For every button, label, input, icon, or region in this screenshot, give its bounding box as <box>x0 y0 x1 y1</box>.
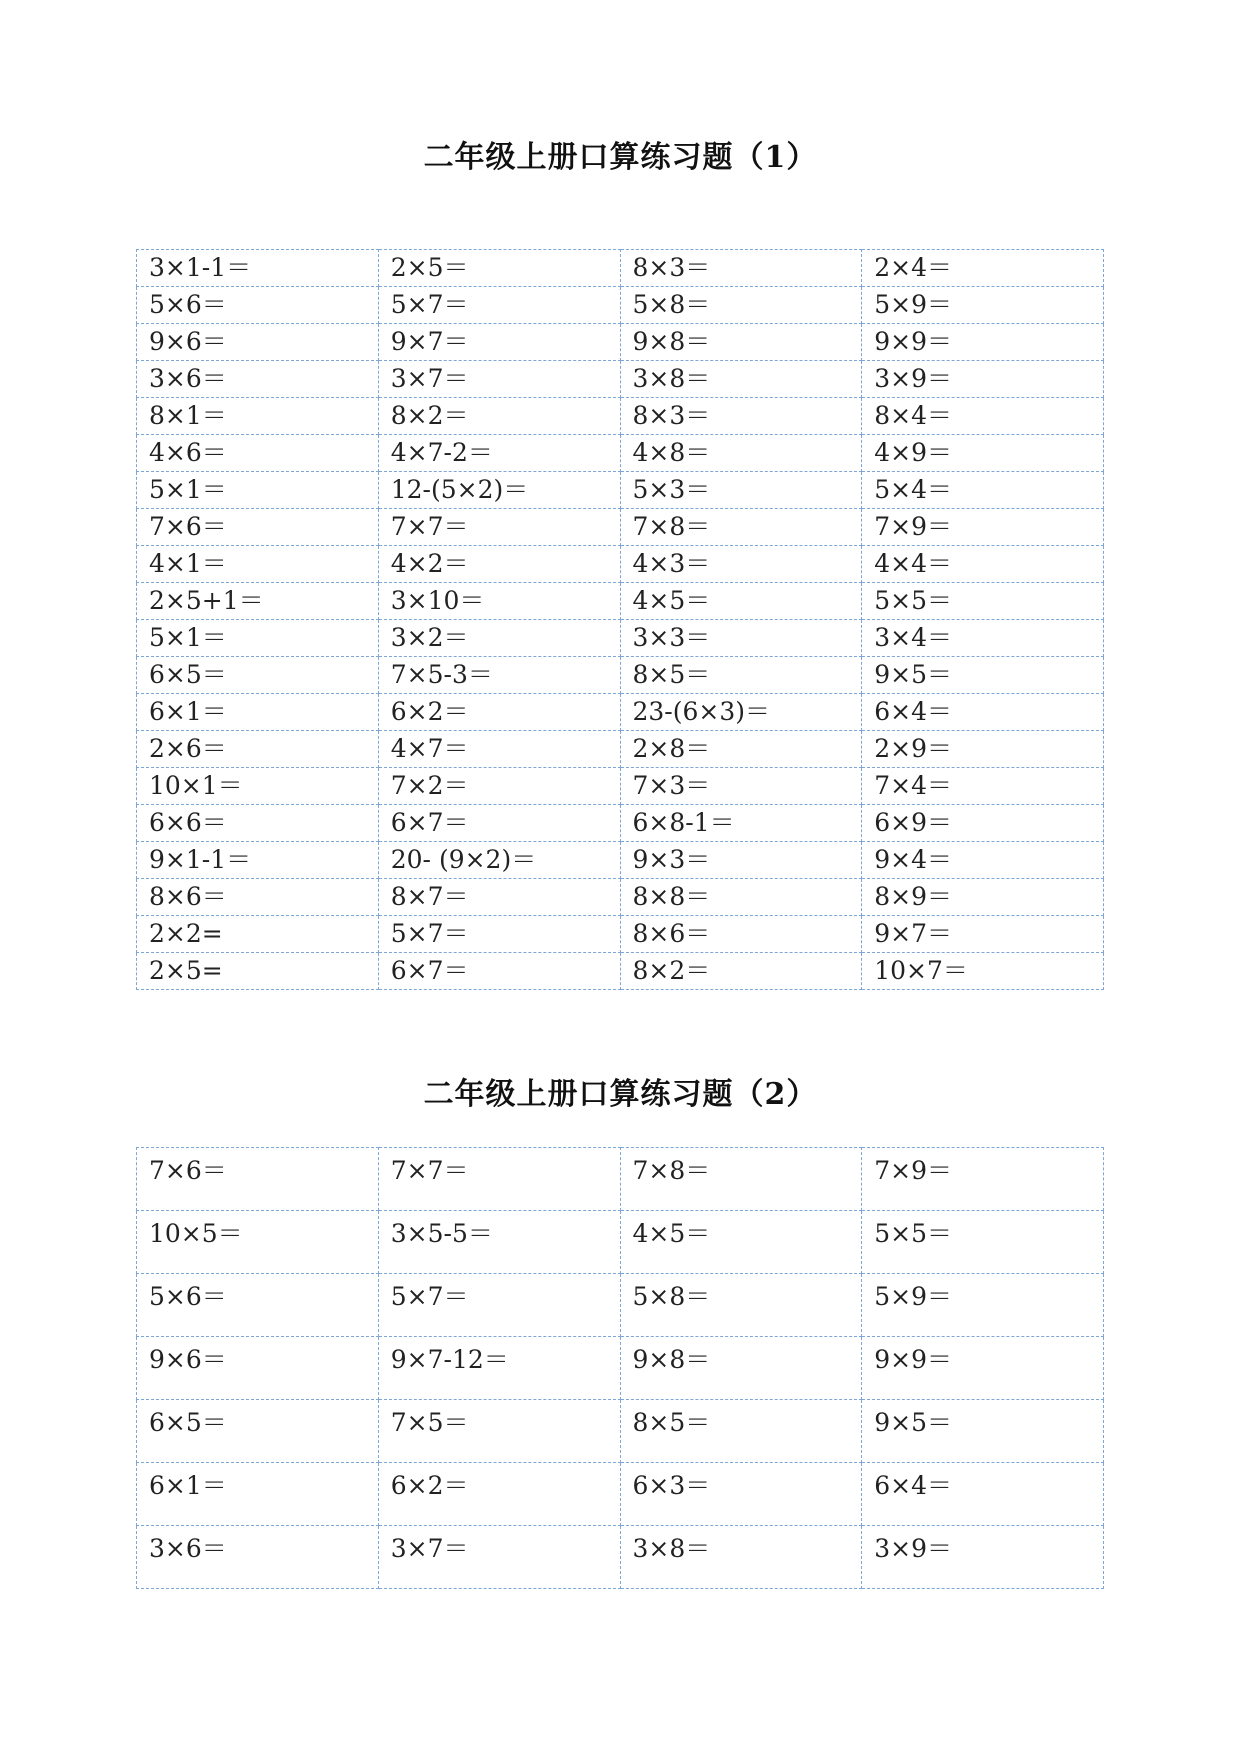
problem-cell: 2×2= <box>137 916 379 953</box>
problem-cell: 3×6＝ <box>137 1526 379 1589</box>
problem-cell: 5×7＝ <box>378 916 620 953</box>
problem-cell: 20- (9×2)＝ <box>378 842 620 879</box>
worksheet-2-table <box>136 1147 1104 1589</box>
problem-cell: 5×6＝ <box>137 1274 379 1337</box>
table-row <box>137 398 1104 435</box>
problem-cell: 7×2＝ <box>378 768 620 805</box>
table-row <box>137 657 1104 694</box>
problem-cell: 8×6＝ <box>137 879 379 916</box>
problem-cell: 6×2＝ <box>378 694 620 731</box>
problem-cell: 2×4＝ <box>862 250 1104 287</box>
problem-cell: 4×8＝ <box>620 435 862 472</box>
problem-cell: 6×3＝ <box>620 1463 862 1526</box>
problem-cell: 9×6＝ <box>137 1337 379 1400</box>
problem-cell: 2×9＝ <box>862 731 1104 768</box>
problem-cell: 5×1＝ <box>137 620 379 657</box>
problem-cell: 7×7＝ <box>378 1148 620 1211</box>
problem-cell: 3×10＝ <box>378 583 620 620</box>
problem-cell: 10×7＝ <box>862 953 1104 990</box>
problem-cell: 9×1-1＝ <box>137 842 379 879</box>
table-row <box>137 1400 1104 1463</box>
problem-cell: 8×2＝ <box>378 398 620 435</box>
table-row <box>137 879 1104 916</box>
worksheet-1-title: 二年级上册口算练习题（1） <box>423 140 818 175</box>
table-row <box>137 1148 1104 1211</box>
problem-cell: 3×8＝ <box>620 1526 862 1589</box>
problem-cell: 8×3＝ <box>620 250 862 287</box>
problem-cell: 8×6＝ <box>620 916 862 953</box>
problem-cell: 5×6＝ <box>137 287 379 324</box>
problem-cell: 3×9＝ <box>862 361 1104 398</box>
table-row <box>137 1463 1104 1526</box>
table-row <box>137 842 1104 879</box>
table-row <box>137 768 1104 805</box>
problem-cell: 9×9＝ <box>862 324 1104 361</box>
problem-cell: 7×9＝ <box>862 509 1104 546</box>
table-row <box>137 1211 1104 1274</box>
problem-cell: 3×1-1＝ <box>137 250 379 287</box>
problem-cell: 5×1＝ <box>137 472 379 509</box>
problem-cell: 6×7＝ <box>378 953 620 990</box>
problem-cell: 6×5＝ <box>137 657 379 694</box>
problem-cell: 9×5＝ <box>862 1400 1104 1463</box>
problem-cell: 5×4＝ <box>862 472 1104 509</box>
table-row <box>137 361 1104 398</box>
problem-cell: 6×1＝ <box>137 694 379 731</box>
problem-cell: 4×5＝ <box>620 583 862 620</box>
problem-cell: 6×7＝ <box>378 805 620 842</box>
table-row <box>137 694 1104 731</box>
problem-cell: 2×6＝ <box>137 731 379 768</box>
problem-cell: 8×4＝ <box>862 398 1104 435</box>
problem-cell: 7×9＝ <box>862 1148 1104 1211</box>
problem-cell: 5×7＝ <box>378 1274 620 1337</box>
problem-cell: 4×5＝ <box>620 1211 862 1274</box>
problem-cell: 5×9＝ <box>862 287 1104 324</box>
problem-cell: 3×9＝ <box>862 1526 1104 1589</box>
problem-cell: 7×4＝ <box>862 768 1104 805</box>
problem-cell: 5×9＝ <box>862 1274 1104 1337</box>
problem-cell: 7×3＝ <box>620 768 862 805</box>
problem-cell: 7×5＝ <box>378 1400 620 1463</box>
problem-cell: 4×1＝ <box>137 546 379 583</box>
problem-cell: 7×6＝ <box>137 1148 379 1211</box>
problem-cell: 8×5＝ <box>620 657 862 694</box>
problem-cell: 5×8＝ <box>620 1274 862 1337</box>
problem-cell: 3×7＝ <box>378 361 620 398</box>
table-row <box>137 916 1104 953</box>
worksheet-2-title: 二年级上册口算练习题（2） <box>423 1077 818 1112</box>
problem-cell: 3×5-5＝ <box>378 1211 620 1274</box>
problem-cell: 7×7＝ <box>378 509 620 546</box>
problem-cell: 8×8＝ <box>620 879 862 916</box>
problem-cell: 2×5＝ <box>378 250 620 287</box>
problem-cell: 6×1＝ <box>137 1463 379 1526</box>
table-row <box>137 805 1104 842</box>
problem-cell: 4×3＝ <box>620 546 862 583</box>
problem-cell: 9×7＝ <box>378 324 620 361</box>
problem-cell: 3×3＝ <box>620 620 862 657</box>
table-row <box>137 509 1104 546</box>
problem-cell: 7×5-3＝ <box>378 657 620 694</box>
table-row <box>137 953 1104 990</box>
problem-cell: 4×7-2＝ <box>378 435 620 472</box>
problem-cell: 9×4＝ <box>862 842 1104 879</box>
problem-cell: 6×9＝ <box>862 805 1104 842</box>
problem-cell: 6×4＝ <box>862 1463 1104 1526</box>
problem-cell: 12-(5×2)＝ <box>378 472 620 509</box>
problem-cell: 8×3＝ <box>620 398 862 435</box>
problem-cell: 2×5= <box>137 953 379 990</box>
problem-cell: 10×5＝ <box>137 1211 379 1274</box>
problem-cell: 3×8＝ <box>620 361 862 398</box>
problem-cell: 4×4＝ <box>862 546 1104 583</box>
problem-cell: 23-(6×3)＝ <box>620 694 862 731</box>
table-row <box>137 250 1104 287</box>
problem-cell: 9×3＝ <box>620 842 862 879</box>
table-row <box>137 1274 1104 1337</box>
problem-cell: 5×5＝ <box>862 1211 1104 1274</box>
problem-cell: 4×7＝ <box>378 731 620 768</box>
table-row <box>137 546 1104 583</box>
problem-cell: 6×8-1＝ <box>620 805 862 842</box>
problem-cell: 4×6＝ <box>137 435 379 472</box>
problem-cell: 9×8＝ <box>620 324 862 361</box>
problem-cell: 4×9＝ <box>862 435 1104 472</box>
problem-cell: 10×1＝ <box>137 768 379 805</box>
problem-cell: 7×8＝ <box>620 509 862 546</box>
problem-cell: 7×8＝ <box>620 1148 862 1211</box>
problem-cell: 9×7-12＝ <box>378 1337 620 1400</box>
problem-cell: 3×4＝ <box>862 620 1104 657</box>
table-row <box>137 1526 1104 1589</box>
problem-cell: 5×7＝ <box>378 287 620 324</box>
problem-cell: 6×4＝ <box>862 694 1104 731</box>
problem-cell: 8×9＝ <box>862 879 1104 916</box>
problem-cell: 7×6＝ <box>137 509 379 546</box>
table-row <box>137 435 1104 472</box>
problem-cell: 8×2＝ <box>620 953 862 990</box>
problem-cell: 8×1＝ <box>137 398 379 435</box>
problem-cell: 2×5+1＝ <box>137 583 379 620</box>
problem-cell: 5×3＝ <box>620 472 862 509</box>
problem-cell: 4×2＝ <box>378 546 620 583</box>
problem-cell: 8×5＝ <box>620 1400 862 1463</box>
problem-cell: 6×6＝ <box>137 805 379 842</box>
worksheet-1-table <box>136 249 1104 990</box>
problem-cell: 3×7＝ <box>378 1526 620 1589</box>
problem-cell: 9×8＝ <box>620 1337 862 1400</box>
problem-cell: 3×6＝ <box>137 361 379 398</box>
problem-cell: 2×8＝ <box>620 731 862 768</box>
problem-cell: 9×6＝ <box>137 324 379 361</box>
table-row <box>137 472 1104 509</box>
table-row <box>137 583 1104 620</box>
problem-cell: 9×5＝ <box>862 657 1104 694</box>
problem-cell: 5×8＝ <box>620 287 862 324</box>
table-row <box>137 287 1104 324</box>
problem-cell: 3×2＝ <box>378 620 620 657</box>
problem-cell: 6×5＝ <box>137 1400 379 1463</box>
table-row <box>137 620 1104 657</box>
problem-cell: 9×7＝ <box>862 916 1104 953</box>
problem-cell: 6×2＝ <box>378 1463 620 1526</box>
problem-cell: 5×5＝ <box>862 583 1104 620</box>
table-row <box>137 731 1104 768</box>
problem-cell: 8×7＝ <box>378 879 620 916</box>
table-row <box>137 1337 1104 1400</box>
table-row <box>137 324 1104 361</box>
problem-cell: 9×9＝ <box>862 1337 1104 1400</box>
